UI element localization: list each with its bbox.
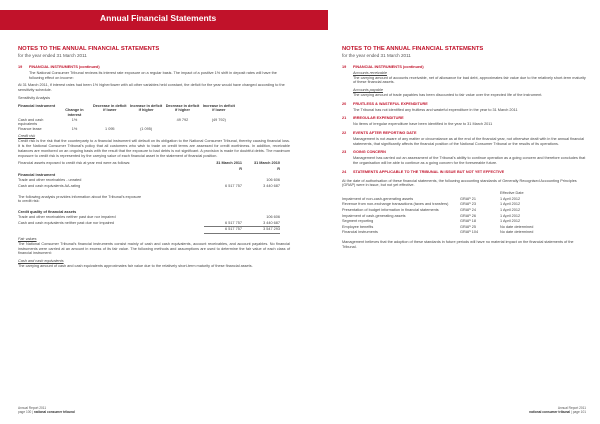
group-title: Credit quality of financial assets bbox=[18, 209, 77, 214]
paragraph: The carrying amount of cash and cash equivalents approximates fair value due to the relatively short-term maturity of these financial assets. bbox=[18, 264, 253, 269]
table-cell: GRAP 21 bbox=[460, 196, 476, 201]
paragraph: Management is not aware of any matter or circumstance as at the end of the financial year, not otherwise dealt with in the annual financial statements, that significantly affects the financial position of the National Consumer Tribunal or the results of its operations. bbox=[353, 136, 585, 146]
footer-org: national consumer tribunal bbox=[529, 410, 571, 414]
section-number: 20 bbox=[342, 101, 347, 106]
column-header: Increase in deficit if lower bbox=[202, 103, 235, 113]
paragraph: At 31 March 2011, if interest rates had been 1% higher/lower with all other variables held constant, the deficit for the year would have changed according to the sensitivity schedule. bbox=[18, 83, 285, 93]
table-cell: 1% bbox=[71, 126, 78, 131]
table-cell: 1 095 bbox=[105, 126, 115, 131]
paragraph: Management has carried out an assessment of the Tribunal's ability to continue operation as a going concern and therefore concludes that the organisation will be able to continue as a going concern for the foreseeable future. bbox=[353, 156, 586, 165]
right-page bbox=[342, 46, 586, 252]
page-number: | page 101 bbox=[570, 410, 586, 414]
accounts-payable-title: Accounts payable bbox=[353, 88, 383, 93]
left-heading: NOTES TO THE ANNUAL FINANCIAL STATEMENTS bbox=[18, 46, 160, 52]
left-subheading: for the year ended 31 March 2011 bbox=[18, 53, 87, 58]
section-19-title bbox=[18, 65, 290, 70]
table-cell: 1 April 2012 bbox=[500, 207, 521, 212]
right-heading: NOTES TO THE ANNUAL FINANCIAL STATEMENTS bbox=[342, 46, 484, 52]
left-page bbox=[18, 46, 290, 272]
table-cell: GRAP 24 bbox=[460, 207, 476, 212]
table-cell: 1 April 2012 bbox=[500, 219, 521, 224]
table-cell: Finance lease bbox=[18, 126, 42, 131]
section-title: FRUITLESS & WASTEFUL EXPENDITURE bbox=[353, 101, 428, 106]
paragraph: The following analysis provides information about the Tribunal's exposure to credit risk: bbox=[18, 194, 142, 204]
section-number: 24 bbox=[342, 169, 347, 174]
table-cell bbox=[129, 118, 165, 127]
banner-title: Annual Financial Statements bbox=[100, 13, 217, 23]
column-header: Decrease in deficit if higher bbox=[165, 103, 200, 113]
page-number: page 100 | bbox=[18, 410, 34, 414]
paragraph: Management believes that the adoption of these standards in future periods will have no material impact on the financial statements of the Tribunal. bbox=[342, 239, 574, 249]
table-cell: GRAP 104 bbox=[460, 230, 479, 235]
table-cell: 6 517 757 bbox=[225, 183, 242, 188]
table-cell: Cash and cash equivalents neither past due nor impaired bbox=[18, 220, 115, 225]
header-banner bbox=[0, 10, 328, 30]
table-cell: GRAP 23 bbox=[460, 202, 476, 207]
table-cell: (1 095) bbox=[140, 126, 153, 131]
section-title: GOING CONCERN bbox=[353, 150, 386, 155]
section-19-title bbox=[342, 65, 586, 70]
table-cell: Cash and cash equivalents AA-rating bbox=[18, 183, 81, 188]
table-cell bbox=[165, 127, 201, 132]
footer-right bbox=[529, 406, 586, 414]
section-number: 19 bbox=[342, 65, 347, 69]
column-header: Change in interest bbox=[65, 108, 84, 117]
section-22-title bbox=[342, 131, 586, 136]
section-number: 22 bbox=[342, 130, 347, 135]
section-20-title bbox=[342, 102, 586, 107]
section-title: STATEMENTS APPLICABLE TO THE TRIBUNAL IN ISSUE BUT NOT YET EFFECTIVE bbox=[353, 169, 505, 174]
paragraph: The carrying amount of accounts receivable, net of allowance for bad debt, approximates fair value due to the relatively short-term maturity of these financial assets. bbox=[353, 75, 586, 85]
sensitivity-title: Sensitivity Analysis bbox=[18, 95, 51, 100]
table-cell: Cash and cash equivalents bbox=[18, 117, 44, 127]
table-cell: 106 606 bbox=[266, 178, 280, 183]
table-row bbox=[18, 118, 238, 127]
table-row bbox=[342, 230, 586, 236]
table-cell: 1 April 2012 bbox=[500, 213, 521, 218]
right-subheading: for the year ended 31 March 2011 bbox=[342, 53, 411, 58]
table-cell: GRAP 26 bbox=[460, 213, 476, 218]
total-cell: 3 547 293 bbox=[242, 227, 280, 234]
footer-report-label: Annual Report 2011 bbox=[18, 406, 47, 410]
table-cell bbox=[93, 118, 129, 127]
credit-risk-title: Credit risk bbox=[18, 134, 36, 139]
table-cell: Trade and other receivables - unrated bbox=[18, 178, 82, 183]
grap-standards-table bbox=[342, 191, 586, 236]
total-row bbox=[18, 227, 280, 234]
cash-equivalents-title: Cash and cash equivalents bbox=[18, 259, 64, 264]
section-title: FINANCIAL INSTRUMENTS (continued) bbox=[353, 65, 424, 69]
table-cell: Revenue from non-exchange transactions (taxes and transfers) bbox=[342, 202, 449, 207]
table-cell: 106 606 bbox=[266, 215, 280, 220]
paragraph: No items of irregular expenditure have been identified in the year to 31 March 2011 bbox=[353, 122, 493, 127]
total-cell: 6 517 757 bbox=[204, 227, 242, 234]
credit-risk-table bbox=[18, 161, 280, 234]
table-cell: 6 517 757 bbox=[225, 220, 242, 225]
unit-label: R bbox=[277, 166, 280, 171]
section-title: EVENTS AFTER REPORTING DATE bbox=[353, 130, 417, 135]
paragraph: At the date of authorisation of these financial statements, the following accounting standards of Generally Recognised Accounting Principles (GRAP) were in issue, but not yet effective. bbox=[342, 178, 577, 188]
table-cell: GRAP 25 bbox=[460, 224, 476, 229]
column-header: Effective Date bbox=[500, 191, 524, 196]
paragraph: The National Consumer Tribunal's financial instruments consist mainly of cash and cash equivalents, account receivables, and account payables. No financial instruments were carried at an amount in excess of its fair value. The following methods and assumptions are used to determine the fair value of each class of financial instrument: bbox=[18, 241, 290, 256]
table-cell: No date determined bbox=[500, 230, 534, 235]
table-cell: Impairment of non-cash-generating assets bbox=[342, 196, 414, 201]
table-cell: Segment reporting bbox=[342, 219, 374, 224]
column-header: Financial instrument bbox=[18, 103, 56, 108]
footer-org: national consumer tribunal bbox=[33, 410, 75, 414]
section-number: 23 bbox=[342, 150, 347, 155]
table-cell: Impairment of cash-generating assets bbox=[342, 213, 406, 218]
section-number: 21 bbox=[342, 116, 347, 121]
table-cell: 49 792 bbox=[176, 117, 189, 122]
column-header: 31 March 2011 bbox=[216, 161, 242, 166]
table-row bbox=[18, 127, 238, 132]
unit-label: R bbox=[239, 166, 242, 171]
table-cell: GRAP 18 bbox=[460, 219, 476, 224]
paragraph: The carrying amount of trade payables has been discounted to fair value over the expected life of the instrument. bbox=[353, 92, 543, 97]
group-title: Financial instrument bbox=[18, 172, 56, 177]
section-title: IRREGULAR EXPENDITURE bbox=[353, 116, 404, 121]
table-cell: Employee benefits bbox=[342, 224, 374, 229]
table-cell: (49 792) bbox=[211, 117, 226, 122]
paragraph: Credit risk is the risk that the counterparty to a financial instrument will default on its obligation to the National Consumer Tribunal, thereby causing financial loss. It is the National Consumer Tribunal's policy that all customers who wish to trade on credit terms are assessed for credit worthiness. In addition, receivable balances are monitored on an ongoing basis with the result that the exposure to bad debts is not significant. A provision is made for doubtful debts. The maximum exposure to credit risk is represented by the carrying value of each financial asset in the statement of financial position. bbox=[18, 139, 290, 158]
section-title: FINANCIAL INSTRUMENTS (continued) bbox=[29, 65, 100, 69]
section-23-title bbox=[342, 150, 586, 155]
table-cell: 1 April 2012 bbox=[500, 202, 521, 207]
section-21-title bbox=[342, 116, 586, 121]
table-cell: 3 440 687 bbox=[263, 183, 280, 188]
section-24-title bbox=[342, 170, 586, 175]
table-cell bbox=[202, 127, 238, 132]
table-cell: Presentation of budget information in financial statements bbox=[342, 207, 439, 212]
table-cell: Financial instruments bbox=[342, 230, 378, 235]
column-header: Decrease in deficit if lower bbox=[93, 103, 127, 113]
paragraph: The National Consumer Tribunal reviews its interest rate exposure on a regular basis. The impact of a positive 1% shift in deposit rates will have the following effect on income: bbox=[29, 70, 277, 80]
paragraph: The Tribunal has not identified any fruitless and wasteful expenditure in the year to 31 March 2011 bbox=[353, 107, 518, 112]
table-intro: Financial assets exposed to credit risk at year end were as follows: bbox=[18, 161, 131, 166]
table-cell: 1 April 2012 bbox=[500, 196, 521, 201]
column-header: 31 March 2010 bbox=[254, 161, 280, 166]
footer-report-label: Annual Report 2011 bbox=[557, 406, 586, 410]
table-cell: 3 440 687 bbox=[263, 220, 280, 225]
table-cell: No date determined bbox=[500, 224, 534, 229]
accounts-receivable-title: Accounts receivable bbox=[353, 70, 387, 75]
column-header: Increase in deficit if higher bbox=[130, 103, 163, 113]
sensitivity-table bbox=[18, 104, 238, 132]
table-cell: 1% bbox=[71, 117, 78, 122]
table-cell: Trade and other receivables neither past due nor impaired bbox=[18, 215, 116, 220]
fair-values-title: Fair values bbox=[18, 237, 37, 242]
section-number: 19 bbox=[18, 65, 23, 69]
footer-left bbox=[18, 406, 75, 414]
